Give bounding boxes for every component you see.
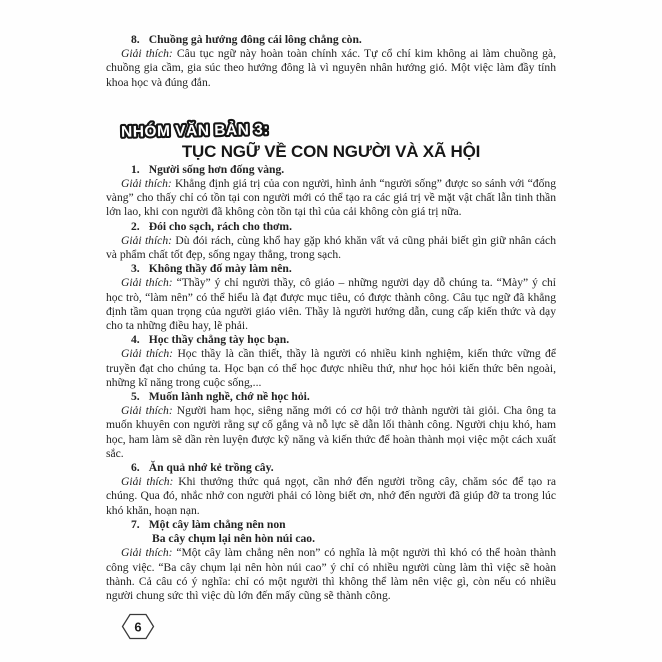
proverb-explanation bbox=[106, 404, 556, 461]
proverb-title bbox=[106, 262, 556, 276]
proverb-explanation bbox=[106, 347, 556, 390]
proverb-item-1 bbox=[106, 163, 556, 220]
proverb-explanation bbox=[106, 177, 556, 220]
proverb-title bbox=[106, 461, 556, 475]
proverb-title-line2: Ba cây chụm lại nên hòn núi cao. bbox=[152, 532, 315, 546]
section-badge bbox=[118, 109, 556, 145]
proverb-number: 2. bbox=[131, 219, 140, 233]
explanation-text: Người ham học, siêng năng mới có cơ hội trở thành người tài giỏi. Cha ông ta muốn khuyên con người rằng sự cố gắng và nỗ lực sẽ dẫn lối thành công. Người chịu khó, ham học, ham làm sẽ dần rèn luyện được kỹ năng và kiến thức để hoàn thành mọi việc một cách xuất sắc. bbox=[106, 404, 556, 460]
proverb-title-text: Chuồng gà hướng đông cái lông chẳng còn. bbox=[148, 33, 362, 46]
explanation-label: Giải thích: bbox=[121, 546, 173, 560]
hexagon-icon bbox=[121, 613, 155, 641]
proverb-number: 7. bbox=[131, 517, 140, 531]
page-number-badge bbox=[121, 613, 155, 641]
proverb-item-6 bbox=[106, 461, 556, 518]
proverb-explanation bbox=[106, 234, 556, 262]
page-content bbox=[106, 33, 556, 603]
proverb-number: 1. bbox=[131, 162, 140, 176]
proverb-title-text: Học thầy chẳng tày học bạn. bbox=[148, 333, 290, 347]
explanation-label: Giải thích: bbox=[121, 47, 173, 61]
section-title: TỤC NGỮ VỀ CON NGƯỜI VÀ XÃ HỘI bbox=[181, 141, 481, 161]
section-badge-art bbox=[118, 114, 278, 145]
proverb-number: 5. bbox=[131, 390, 140, 404]
page-number-text: 6 bbox=[134, 619, 142, 635]
explanation-text: “Thầy” ý chỉ người thầy, cô giáo – những người dạy dỗ chúng ta. “Mày” ý chỉ học trò, “làm nên” có thể hiểu là đạt được mục tiêu, có được thành công. Câu tục ngữ đã khẳng định tầm quan trọng của người giáo viên. Thầy là người hướng dẫn, cung cấp kiến thức và dạy cho ta những điều hay, lẽ phải. bbox=[106, 276, 556, 333]
proverb-title bbox=[106, 33, 556, 47]
explanation-label: Giải thích: bbox=[121, 276, 173, 290]
explanation-label: Giải thích: bbox=[121, 475, 174, 489]
explanation-text: “Một cây làm chẳng nên non” có nghĩa là một người thì khó có thể hoàn thành công việc. “Ba cây chụm lại nên hòn núi cao” ý chỉ có nhiều người cùng làm thì việc sẽ hoàn thành. Cả câu có ý nghĩa: chỉ có một người thì không thể làm nên việc gì, còn nếu có nhiều người chung sức thì việc dù lớn đến mấy cũng sẽ thành công. bbox=[106, 546, 556, 602]
proverb-item-5 bbox=[106, 390, 556, 461]
explanation-text: Học thầy là cần thiết, thầy là người có nhiều kinh nghiệm, kiến thức vững để truyền đạt cho chúng ta. Học bạn có thể học được nhiều thứ, như học hỏi kiến thức bên ngoài, những kĩ năng trong cuộc sống,... bbox=[106, 347, 556, 389]
proverb-title-text: Không thầy đố mày làm nên. bbox=[148, 262, 292, 276]
explanation-text: Khẳng định giá trị của con người, hình ảnh “người sống” được so sánh với “đống vàng” cho thấy chỉ có tồn tại con người mới có thể tạo ra các giá trị về mặt vật chất lẫn tinh thần lớn lao, khi con người đã không còn tồn tại thì của cải không còn giá trị nữa. bbox=[106, 177, 556, 219]
proverb-explanation bbox=[106, 47, 556, 90]
explanation-label: Giải thích: bbox=[121, 233, 172, 247]
proverb-item-3 bbox=[106, 262, 556, 333]
proverb-number: 8. bbox=[131, 33, 140, 46]
proverb-title-text: Muốn lành nghề, chớ nề học hỏi. bbox=[148, 390, 310, 404]
proverb-title-text: Một cây làm chẳng nên non bbox=[148, 517, 286, 531]
proverb-title bbox=[106, 518, 556, 532]
explanation-text: Câu tục ngữ này hoàn toàn chính xác. Tự cổ chí kim không ai làm chuồng gà, chuồng gia cầm, gia súc theo hướng đông là vì nguyên nhân hướng gió. Một việc làm đầy tính khoa học và đúng đắn. bbox=[106, 47, 556, 89]
proverb-item-8 bbox=[106, 33, 556, 90]
proverb-title bbox=[106, 333, 556, 347]
proverb-title-text: Ăn quả nhớ kẻ trồng cây. bbox=[148, 461, 274, 475]
proverb-title bbox=[106, 220, 556, 234]
proverb-explanation bbox=[106, 276, 556, 333]
explanation-label: Giải thích: bbox=[121, 177, 172, 191]
proverb-title-text: Người sống hơn đống vàng. bbox=[148, 162, 285, 176]
proverb-explanation bbox=[106, 546, 556, 603]
proverb-title bbox=[106, 163, 556, 177]
proverb-item-4 bbox=[106, 333, 556, 390]
explanation-label: Giải thích: bbox=[121, 347, 174, 361]
proverb-number: 3. bbox=[131, 262, 140, 276]
proverb-title bbox=[106, 390, 556, 404]
proverb-number: 6. bbox=[131, 461, 140, 475]
explanation-text: Dù đói rách, cùng khổ hay gặp khó khăn vất vả cũng phải biết gìn giữ nhân cách và phẩm chất tốt đẹp, sống ngay thẳng, trong sạch. bbox=[106, 233, 556, 262]
section-badge-text: NHÓM VĂN BẢN 3: bbox=[120, 121, 270, 141]
proverb-number: 4. bbox=[131, 333, 140, 347]
explanation-text: Khi thưởng thức quả ngọt, cần nhớ đến người trồng cây, chăm sóc để tạo ra chúng. Qua đó, nhắc nhở con người phải có lòng biết ơn, nhớ đến người đã giúp đỡ ta trong lúc khó khăn, hoạn nạn. bbox=[106, 475, 556, 517]
proverb-item-2 bbox=[106, 220, 556, 263]
proverb-explanation bbox=[106, 475, 556, 518]
explanation-label: Giải thích: bbox=[121, 404, 173, 418]
proverb-title-text: Đói cho sạch, rách cho thơm. bbox=[148, 219, 292, 233]
proverb-item-7 bbox=[106, 518, 556, 603]
